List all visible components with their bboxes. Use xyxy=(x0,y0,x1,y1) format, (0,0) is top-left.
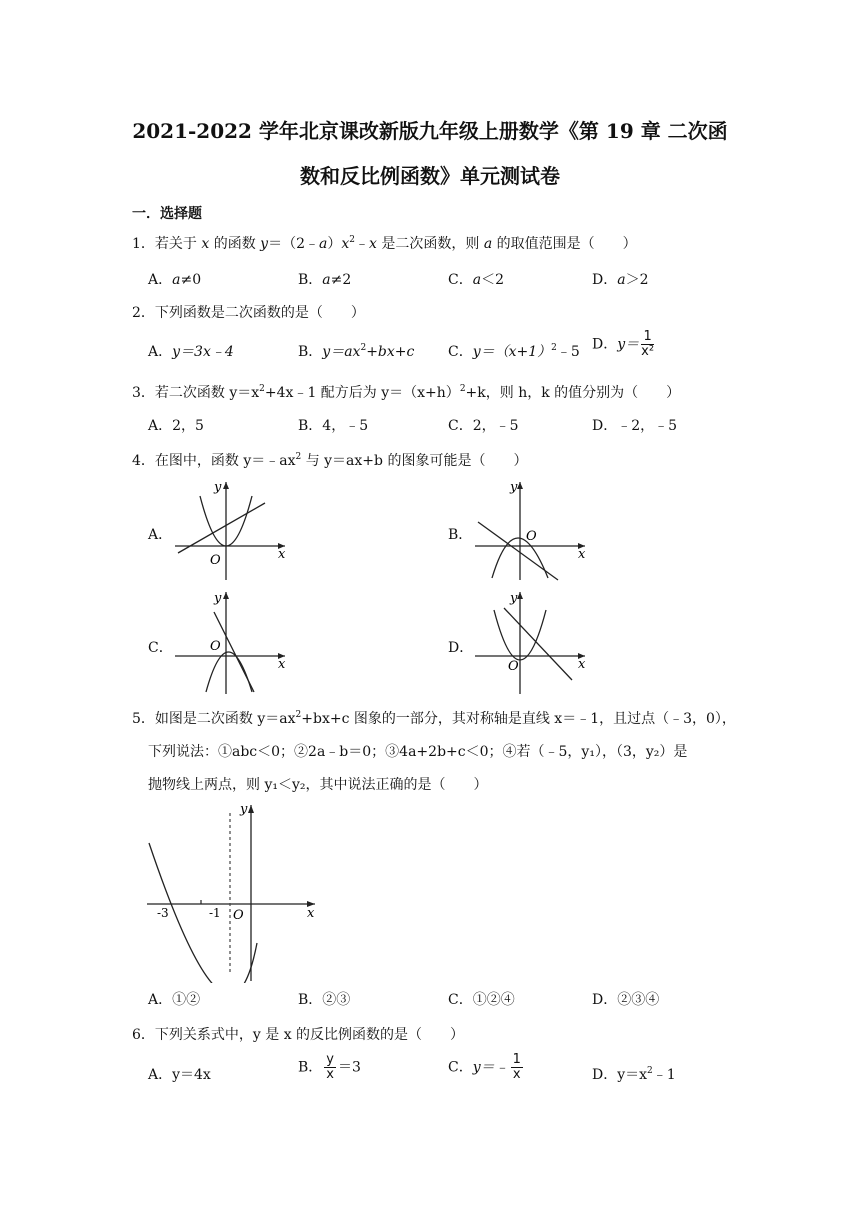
page-title-line2: 数和反比例函数》单元测试卷 xyxy=(300,164,560,188)
q4-option-c[interactable]: C． xyxy=(148,640,173,656)
question-3: 3．若二次函数 $y=x^2+4x﹣1$ 配方后为 $y=(x+h)^2+k$，则 h，k 的值分别为（ ） xyxy=(132,384,681,401)
q3-option-a[interactable]: A．2，5 xyxy=(148,418,204,434)
q1-option-c[interactable]: C．a＜2 xyxy=(448,272,504,288)
q1-option-b[interactable]: B．a≠2 xyxy=(298,272,352,288)
q5-option-a[interactable]: A．①② xyxy=(148,992,201,1008)
q6-option-a[interactable]: A．y＝4x xyxy=(148,1067,211,1083)
fraction: $\frac{1}{\text{x²}}$ xyxy=(641,329,655,359)
q4-graph-d[interactable] xyxy=(470,588,590,696)
question-5-line2: 下列说法：①abc＜0；②2a﹣b＝0；③4a+2b+c＜0；④若（﹣5，y₁），（3，y₂）是 xyxy=(148,744,688,760)
q1-option-d[interactable]: D．a＞2 xyxy=(592,272,649,288)
origin-label: O xyxy=(233,908,244,923)
q2-option-a[interactable]: A．y＝3x﹣4 xyxy=(148,344,234,360)
fraction: $\frac{1}{x}$ xyxy=(512,1052,521,1082)
q5-parabola-graph xyxy=(145,803,320,983)
origin-label: O xyxy=(210,639,221,654)
question-5-line1: 5．如图是二次函数 $y=ax^2+bx+c$ 图象的一部分，其对称轴是直线 x＝﹣1，且过点（﹣3，0）， xyxy=(132,710,736,727)
q4-option-d[interactable]: D． xyxy=(448,640,474,656)
q4-graph-b[interactable] xyxy=(470,478,590,583)
origin-label: O xyxy=(210,553,221,568)
q5-option-b[interactable]: B．②③ xyxy=(298,992,351,1008)
q2-option-c[interactable]: C．$y=(x+1)^2﹣5$ xyxy=(448,343,580,360)
q5-option-c[interactable]: C．①②④ xyxy=(448,992,515,1008)
tick-label-minus1: -1 xyxy=(209,906,221,920)
q6-option-c[interactable]: C．y＝﹣ $\frac{1}{x}$ xyxy=(448,1052,521,1082)
x-axis-label: x xyxy=(278,547,286,562)
question-5-line3: 抛物线上两点，则 y₁＜y₂，其中说法正确的是（ ） xyxy=(148,777,488,793)
question-4: 4．在图中，函数 $y=﹣ax^2$ 与 y＝ax+b 的图象可能是（ ） xyxy=(132,452,528,469)
q2-option-d[interactable]: D．y＝ $\frac{1}{\text{x²}}$ xyxy=(592,329,655,359)
y-axis-label: y xyxy=(510,591,518,606)
q4-option-b[interactable]: B． xyxy=(448,527,473,543)
x-axis-label: x xyxy=(578,547,586,562)
y-axis-label: y xyxy=(510,480,518,495)
y-axis-label: y xyxy=(240,803,248,817)
q3-option-b[interactable]: B．4，﹣5 xyxy=(298,418,369,434)
origin-label: O xyxy=(526,529,537,544)
page-title-line1: 2021-2022 学年北京课改新版九年级上册数学《第 19 章 二次函 xyxy=(132,119,728,143)
x-axis-label: x xyxy=(578,657,586,672)
q1-option-a[interactable]: A．a≠0 xyxy=(148,272,202,288)
tick-label-minus3: -3 xyxy=(157,906,169,920)
q6-option-d[interactable]: D．$y=x^2﹣1$ xyxy=(592,1066,676,1083)
q4-graph-c[interactable] xyxy=(170,588,290,696)
q3-option-d[interactable]: D．﹣2，﹣5 xyxy=(592,418,678,434)
origin-label: O xyxy=(508,659,519,674)
q5-option-d[interactable]: D．②③④ xyxy=(592,992,660,1008)
question-1: 1．若关于 x 的函数 $y=(2﹣a)x^2﹣x$ 是二次函数，则 a 的取值范围是（ ） xyxy=(132,235,637,252)
fraction: $\frac{y}{x}$ xyxy=(326,1052,334,1082)
x-axis-label: x xyxy=(278,657,286,672)
question-2: 2．下列函数是二次函数的是（ ） xyxy=(132,305,365,321)
x-axis-label: x xyxy=(307,906,315,921)
q6-option-b[interactable]: B． $\frac{y}{x}$ ＝3 xyxy=(298,1052,361,1082)
y-axis-label: y xyxy=(214,591,222,606)
q4-option-a[interactable]: A． xyxy=(148,527,173,543)
q2-option-b[interactable]: B．$y=ax^2+bx+c$ xyxy=(298,343,415,360)
q4-graph-a[interactable] xyxy=(170,478,290,583)
section-heading: 一．选择题 xyxy=(132,206,202,222)
y-axis-label: y xyxy=(214,480,222,495)
q3-option-c[interactable]: C．2，﹣5 xyxy=(448,418,519,434)
question-6: 6．下列关系式中，y 是 x 的反比例函数的是（ ） xyxy=(132,1027,465,1043)
